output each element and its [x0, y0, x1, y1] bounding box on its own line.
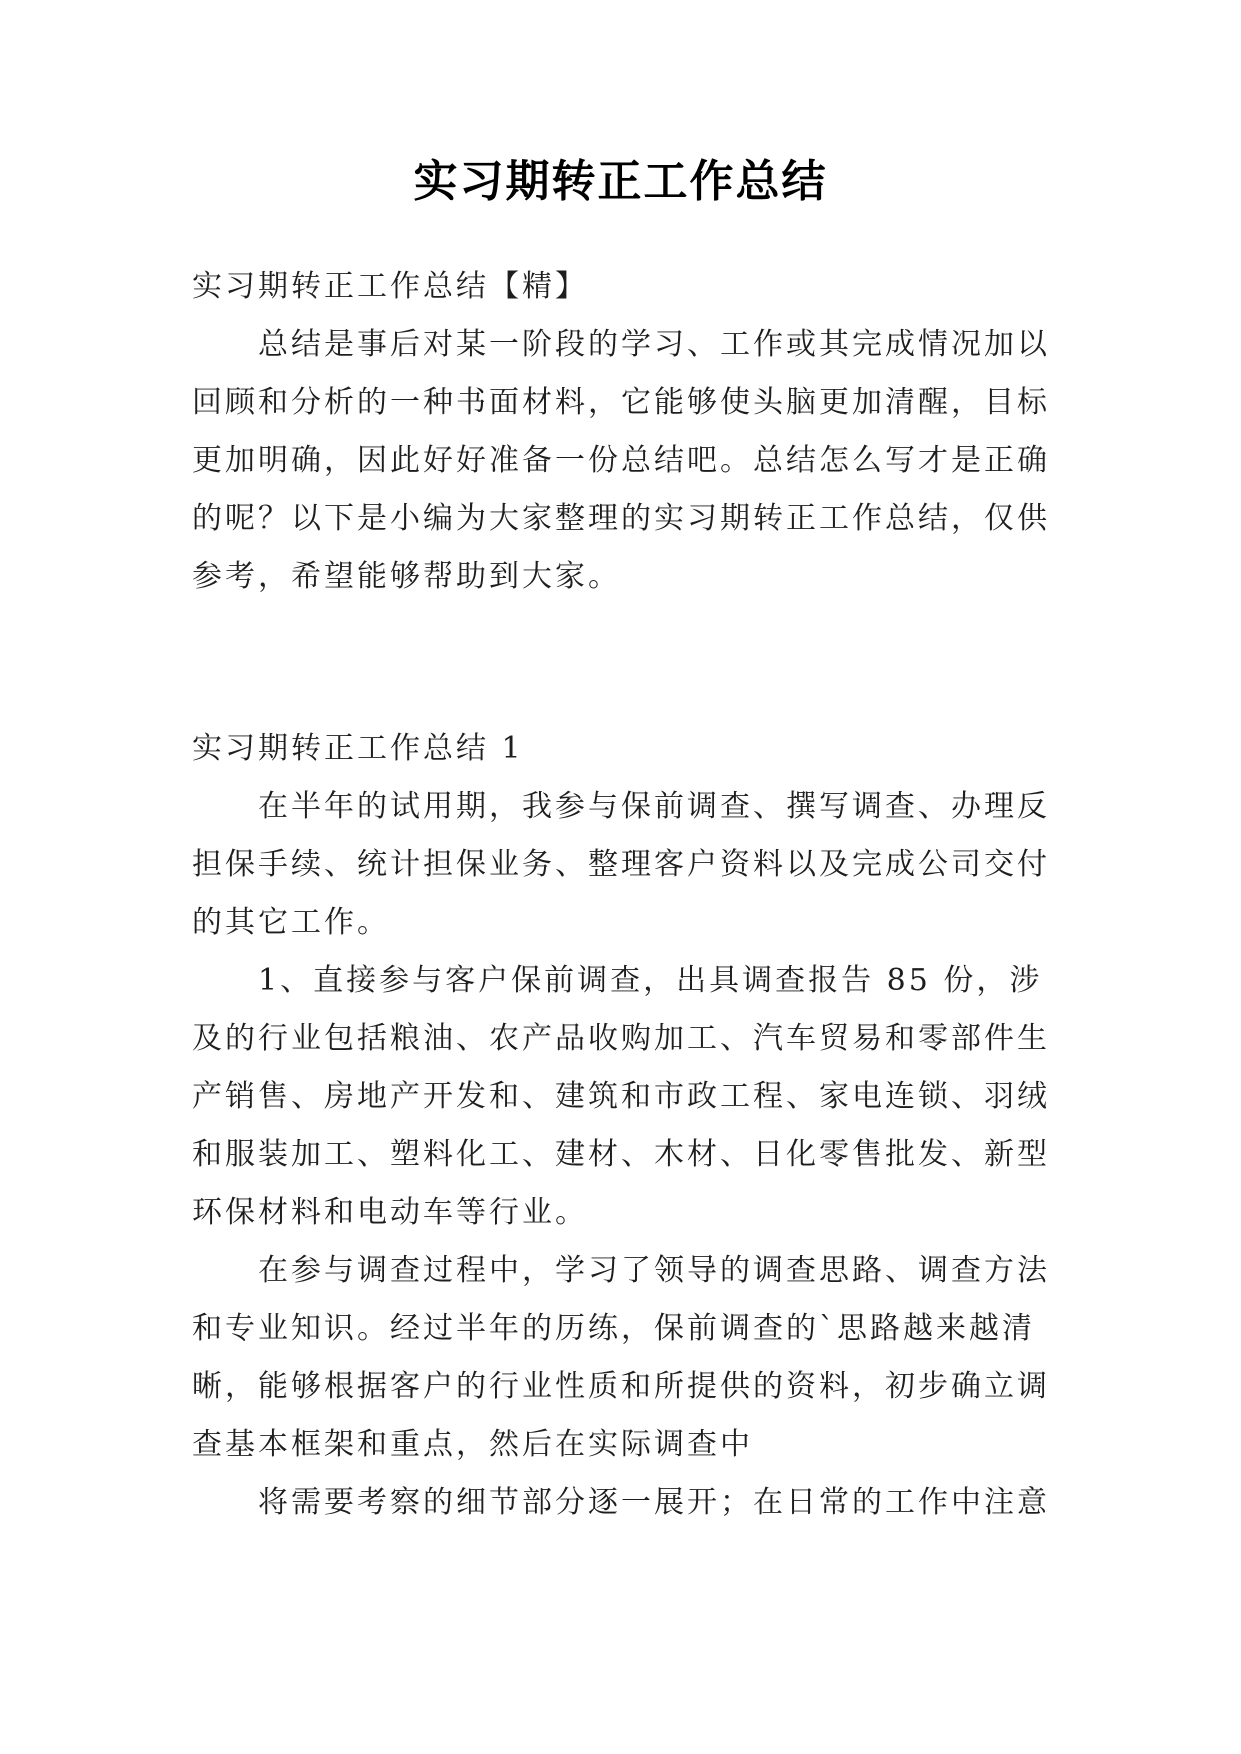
body-paragraph: 将需要考察的细节部分逐一展开；在日常的工作中注意 [258, 1485, 1050, 1520]
intro-heading: 实习期转正工作总结【精】 [192, 269, 588, 304]
intro-section [192, 258, 1056, 606]
body-paragraph: 在参与调查过程中，学习了领导的调查思路、调查方法和专业知识。经过半年的历练，保前调查的`思路越来越清晰，能够根据客户的行业性质和所提供的资料，初步确立调查基本框架和重点，然后在实际调查中 [192, 1253, 1050, 1462]
body-paragraph: 1、直接参与客户保前调查，出具调查报告 85 份，涉及的行业包括粮油、农产品收购加工、汽车贸易和零部件生产销售、房地产开发和、建筑和市政工程、家电连锁、羽绒和服装加工、塑料化工、建材、木材、日化零售批发、新型环保材料和电动车等行业。 [192, 963, 1050, 1230]
section-1-heading: 实习期转正工作总结 1 [192, 731, 524, 766]
document-title: 实习期转正工作总结 [413, 156, 828, 207]
intro-paragraph: 总结是事后对某一阶段的学习、工作或其完成情况加以回顾和分析的一种书面材料，它能够使头脑更加清醒，目标更加明确，因此好好准备一份总结吧。总结怎么写才是正确的呢？以下是小编为大家整理的实习期转正工作总结，仅供参考，希望能够帮助到大家。 [192, 327, 1050, 594]
body-paragraph: 在半年的试用期，我参与保前调查、撰写调查、办理反担保手续、统计担保业务、整理客户资料以及完成公司交付的其它工作。 [192, 789, 1050, 940]
section-1 [192, 720, 1056, 1532]
